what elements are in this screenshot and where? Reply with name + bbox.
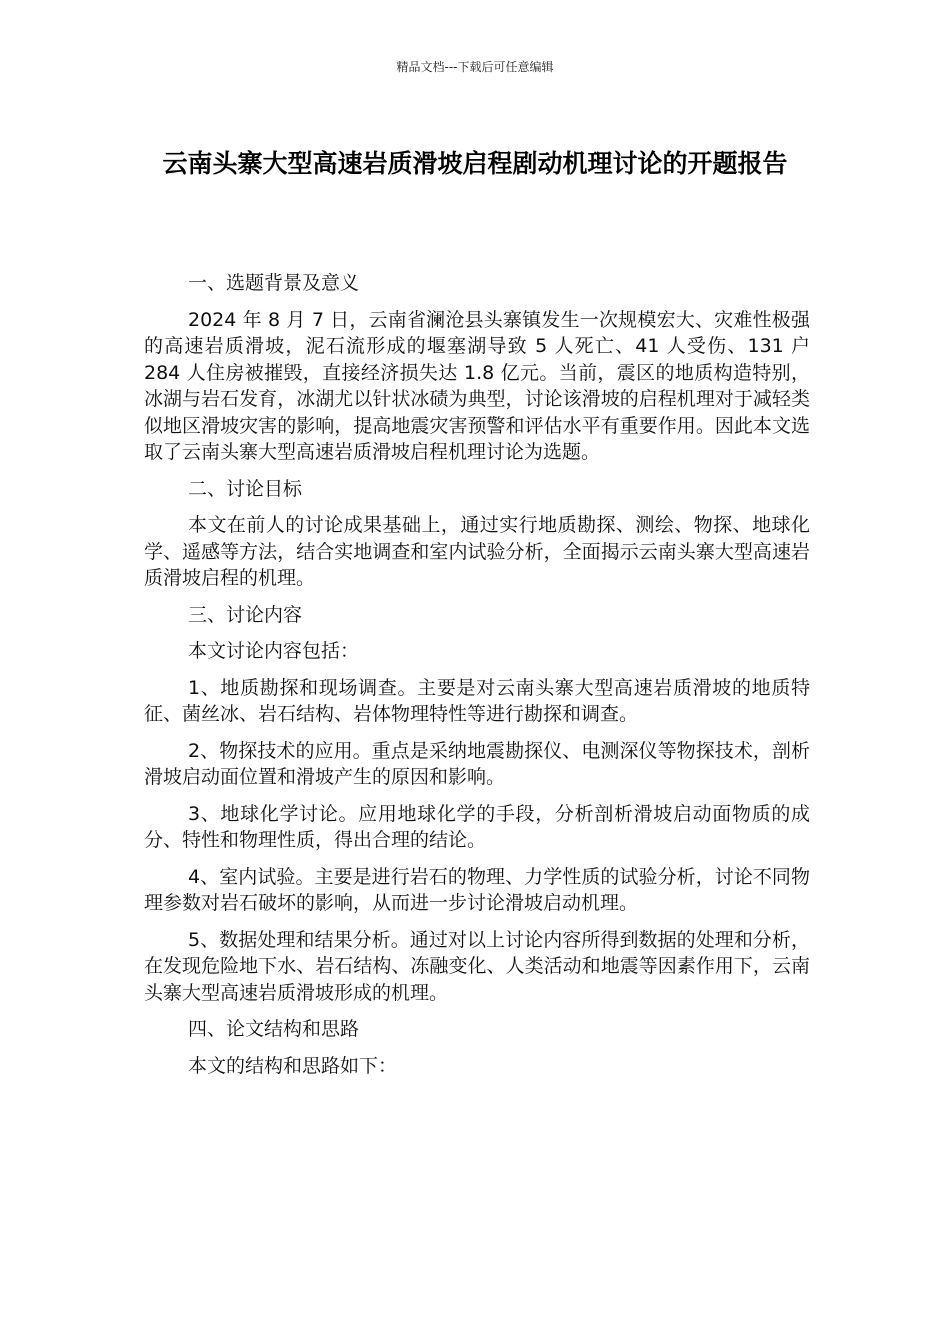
list-item-1: 1、地质勘探和现场调查。主要是对云南头寨大型高速岩质滑坡的地质特征、菌丝冰、岩石结构、岩体物理特性等进行勘探和调查。 bbox=[144, 676, 810, 725]
section-heading-content: 三、讨论内容 bbox=[188, 603, 303, 626]
list-item-3: 3、地球化学讨论。应用地球化学的手段，分析剖析滑坡启动面物质的成分、特性和物理性质，得出合理的结论。 bbox=[144, 802, 810, 851]
document-title: 云南头寨大型高速岩质滑坡启程剧动机理讨论的开题报告 bbox=[162, 149, 788, 178]
section-heading-background: 一、选题背景及意义 bbox=[188, 272, 360, 294]
paragraph-goals: 本文在前人的讨论成果基础上，通过实行地质勘探、测绘、物探、地球化学、遥感等方法，结合实地调查和室内试验分析，全面揭示云南头寨大型高速岩质滑坡启程的机理。 bbox=[144, 514, 810, 589]
paragraph-background: 2024 年 8 月 7 日，云南省澜沧县头寨镇发生一次规模宏大、灾难性极强的高速岩质滑坡，泥石流形成的堰塞湖导致 5 人死亡、41 人受伤、131 户 284 人住房被摧毁，直接经济损失达 1.8 亿元。当前，震区的地质构造特别，冰湖与岩石发育，冰湖尤以针状冰碛为典型，讨论该滑坡的启程机理对于减轻类似地区滑坡灾害的影响，提高地震灾害预警和评估水平有重要作用。因此本文选取了云南头寨大型高速岩质滑坡启程机理讨论为选题。 bbox=[144, 308, 810, 463]
paragraph-structure-intro: 本文的结构和思路如下： bbox=[188, 1054, 398, 1077]
list-item-4: 4、室内试验。主要是进行岩石的物理、力学性质的试验分析，讨论不同物理参数对岩石破坏的影响，从而进一步讨论滑坡启动机理。 bbox=[144, 865, 810, 914]
list-item-5: 5、数据处理和结果分析。通过对以上讨论内容所得到数据的处理和分析，在发现危险地下水、岩石结构、冻融变化、人类活动和地震等因素作用下，云南头寨大型高速岩质滑坡形成的机理。 bbox=[144, 928, 810, 1004]
document-body bbox=[144, 270, 810, 1089]
header-note: 精品文档---下载后可任意编辑 bbox=[396, 60, 554, 74]
list-item-2: 2、物探技术的应用。重点是采纳地震勘探仪、电测深仪等物探技术，剖析滑坡启动面位置和滑坡产生的原因和影响。 bbox=[144, 739, 810, 788]
paragraph-content-intro: 本文讨论内容包括： bbox=[188, 640, 360, 662]
section-heading-goals: 二、讨论目标 bbox=[188, 477, 303, 500]
section-heading-structure: 四、论文结构和思路 bbox=[188, 1018, 360, 1040]
